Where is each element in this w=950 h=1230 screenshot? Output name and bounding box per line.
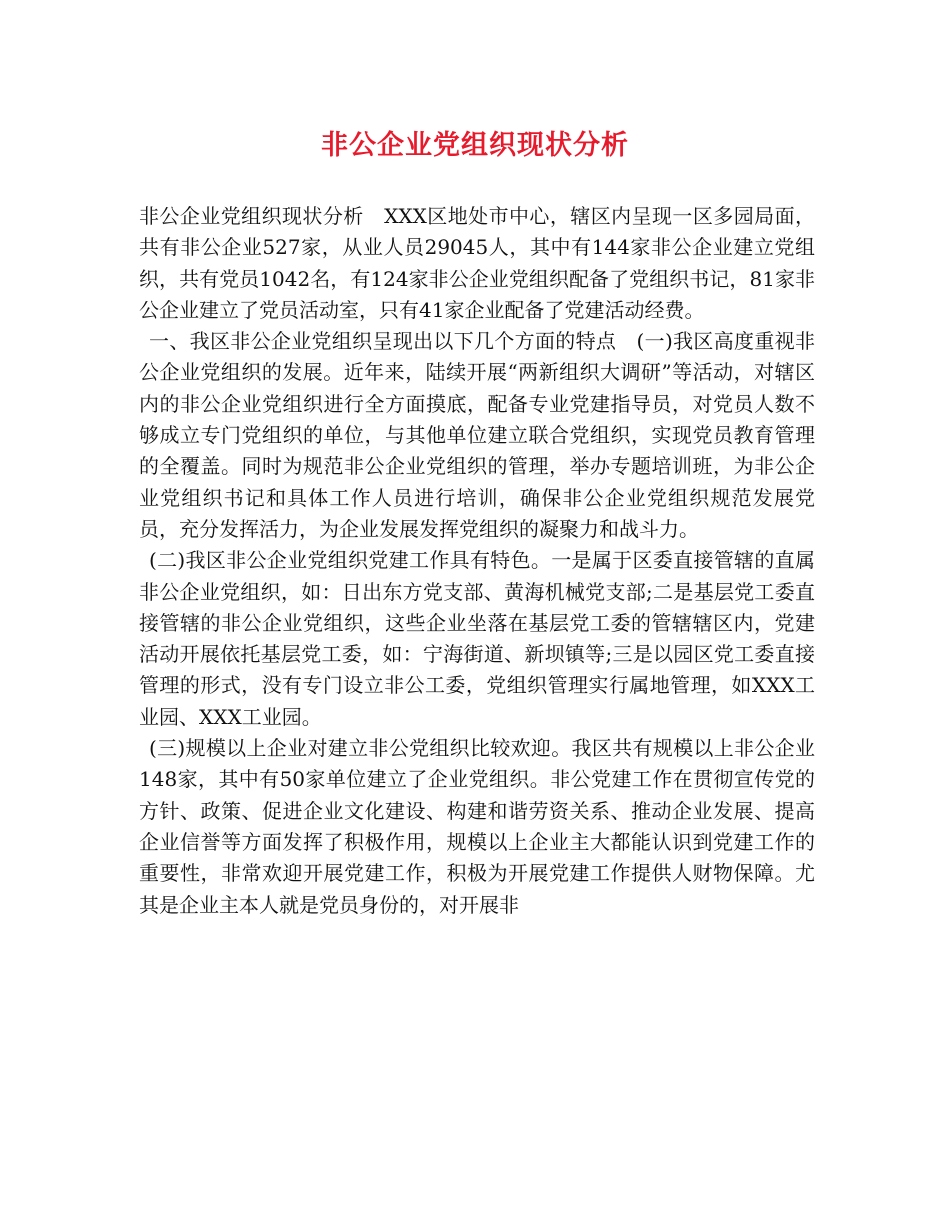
document-title: 非公企业党组织现状分析: [321, 130, 629, 161]
paragraph-section-2: (二)我区非公企业党组织党建工作具有特色。一是属于区委直接管辖的直属非公企业党组织，如：日出东方党支部、黄海机械党支部;二是基层党工委直接管辖的非公企业党组织，这些企业坐落在基层党工委的管辖辖区内，党建活动开展依托基层党工委，如：宁海街道、新坝镇等;三是以园区党工委直接管理的形式，没有专门设立非公工委，党组织管理实行属地管理，如XXX工业园、XXX工业园。: [139, 548, 815, 729]
document-body: [139, 201, 815, 921]
paragraph-section-3: (三)规模以上企业对建立非公党组织比较欢迎。我区共有规模以上非公企业148家，其中有50家单位建立了企业党组织。非公党建工作在贯彻宣传党的方针、政策、促进企业文化建设、构建和谐劳资关系、推动企业发展、提高企业信誉等方面发挥了积极作用，规模以上企业主大都能认识到党建工作的重要性，非常欢迎开展党建工作，积极为开展党建工作提供人财物保障。尤其是企业主本人就是党员身份的，对开展非: [139, 736, 815, 917]
paragraph-intro: 非公企业党组织现状分析 XXX区地处市中心，辖区内呈现一区多园局面，共有非公企业527家，从业人员29045人，其中有144家非公企业建立党组织，共有党员1042名，有124家非公企业党组织配备了党组织书记，81家非公企业建立了党员活动室，只有41家企业配备了党建活动经费。: [139, 204, 815, 322]
paragraph-section-1: 一、我区非公企业党组织呈现出以下几个方面的特点 (一)我区高度重视非公企业党组织的发展。近年来，陆续开展“两新组织大调研”等活动，对辖区内的非公企业党组织进行全方面摸底，配备专业党建指导员，对党员人数不够成立专门党组织的单位，与其他单位建立联合党组织，实现党员教育管理的全覆盖。同时为规范非公企业党组织的管理，举办专题培训班，为非公企业党组织书记和具体工作人员进行培训，确保非公企业党组织规范发展党员，充分发挥活力，为企业发展发挥党组织的凝聚力和战斗力。: [139, 329, 815, 541]
